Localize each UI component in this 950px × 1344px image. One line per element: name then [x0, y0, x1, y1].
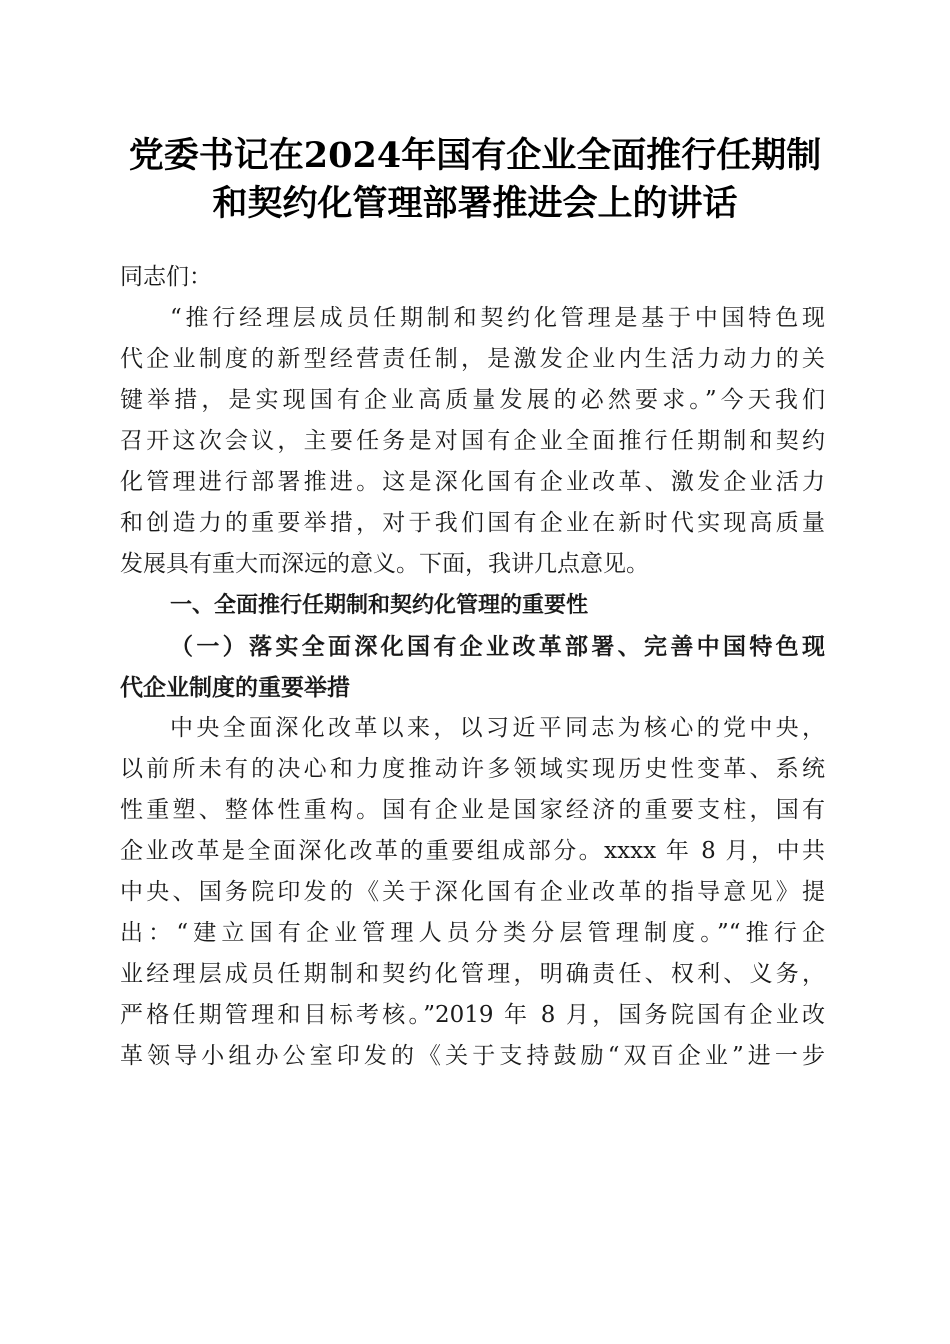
title-line-1: 党委书记在2024年国有企业全面推行任期制	[128, 135, 822, 176]
paragraph-line: “推行经理层成员任期制和契约化管理是基于中国特色现	[170, 305, 825, 331]
document-body	[120, 257, 825, 1077]
document-title	[100, 132, 850, 228]
paragraph-line: 革领导小组办公室印发的《关于支持鼓励“双百企业”进一步	[120, 1043, 825, 1069]
paragraph-line: 键举措，是实现国有企业高质量发展的必然要求。”今天我们	[120, 387, 825, 413]
paragraph-line: 召开这次会议，主要任务是对国有企业全面推行任期制和契约	[120, 428, 825, 454]
body-lines	[120, 298, 825, 1077]
paragraph-line: 严格任期管理和目标考核。”2019 年 8 月，国务院国有企业改	[120, 1002, 825, 1028]
paragraph-line: 代企业制度的新型经营责任制，是激发企业内生活力动力的关	[120, 346, 825, 372]
paragraph-line: 出：“建立国有企业管理人员分类分层管理制度。”“推行企	[120, 920, 825, 946]
paragraph-line: 以前所未有的决心和力度推动许多领域实现历史性变革、系统	[120, 756, 825, 782]
paragraph-line: 业经理层成员任期制和契约化管理，明确责任、权利、义务，	[120, 961, 825, 987]
salutation: 同志们：	[120, 264, 212, 290]
section-heading: 一、全面推行任期制和契约化管理的重要性	[170, 593, 589, 618]
paragraph-line: 中央全面深化改革以来，以习近平同志为核心的党中央，	[170, 715, 825, 741]
paragraph-line: 化管理进行部署推进。这是深化国有企业改革、激发企业活力	[120, 469, 825, 495]
title-line-2: 和契约化管理部署推进会上的讲话	[212, 183, 738, 224]
paragraph-line: 发展具有重大而深远的意义。下面，我讲几点意见。	[120, 551, 649, 577]
subsection-heading-line: （一）落实全面深化国有企业改革部署、完善中国特色现	[170, 633, 825, 660]
paragraph-line: 企业改革是全面深化改革的重要组成部分。xxxx 年 8 月，中共	[120, 838, 825, 864]
paragraph-line: 和创造力的重要举措，对于我们国有企业在新时代实现高质量	[120, 510, 825, 536]
paragraph-line: 中央、国务院印发的《关于深化国有企业改革的指导意见》提	[120, 879, 825, 905]
paragraph-line: 性重塑、整体性重构。国有企业是国家经济的重要支柱，国有	[120, 797, 825, 823]
subsection-heading-line: 代企业制度的重要举措	[120, 674, 350, 701]
